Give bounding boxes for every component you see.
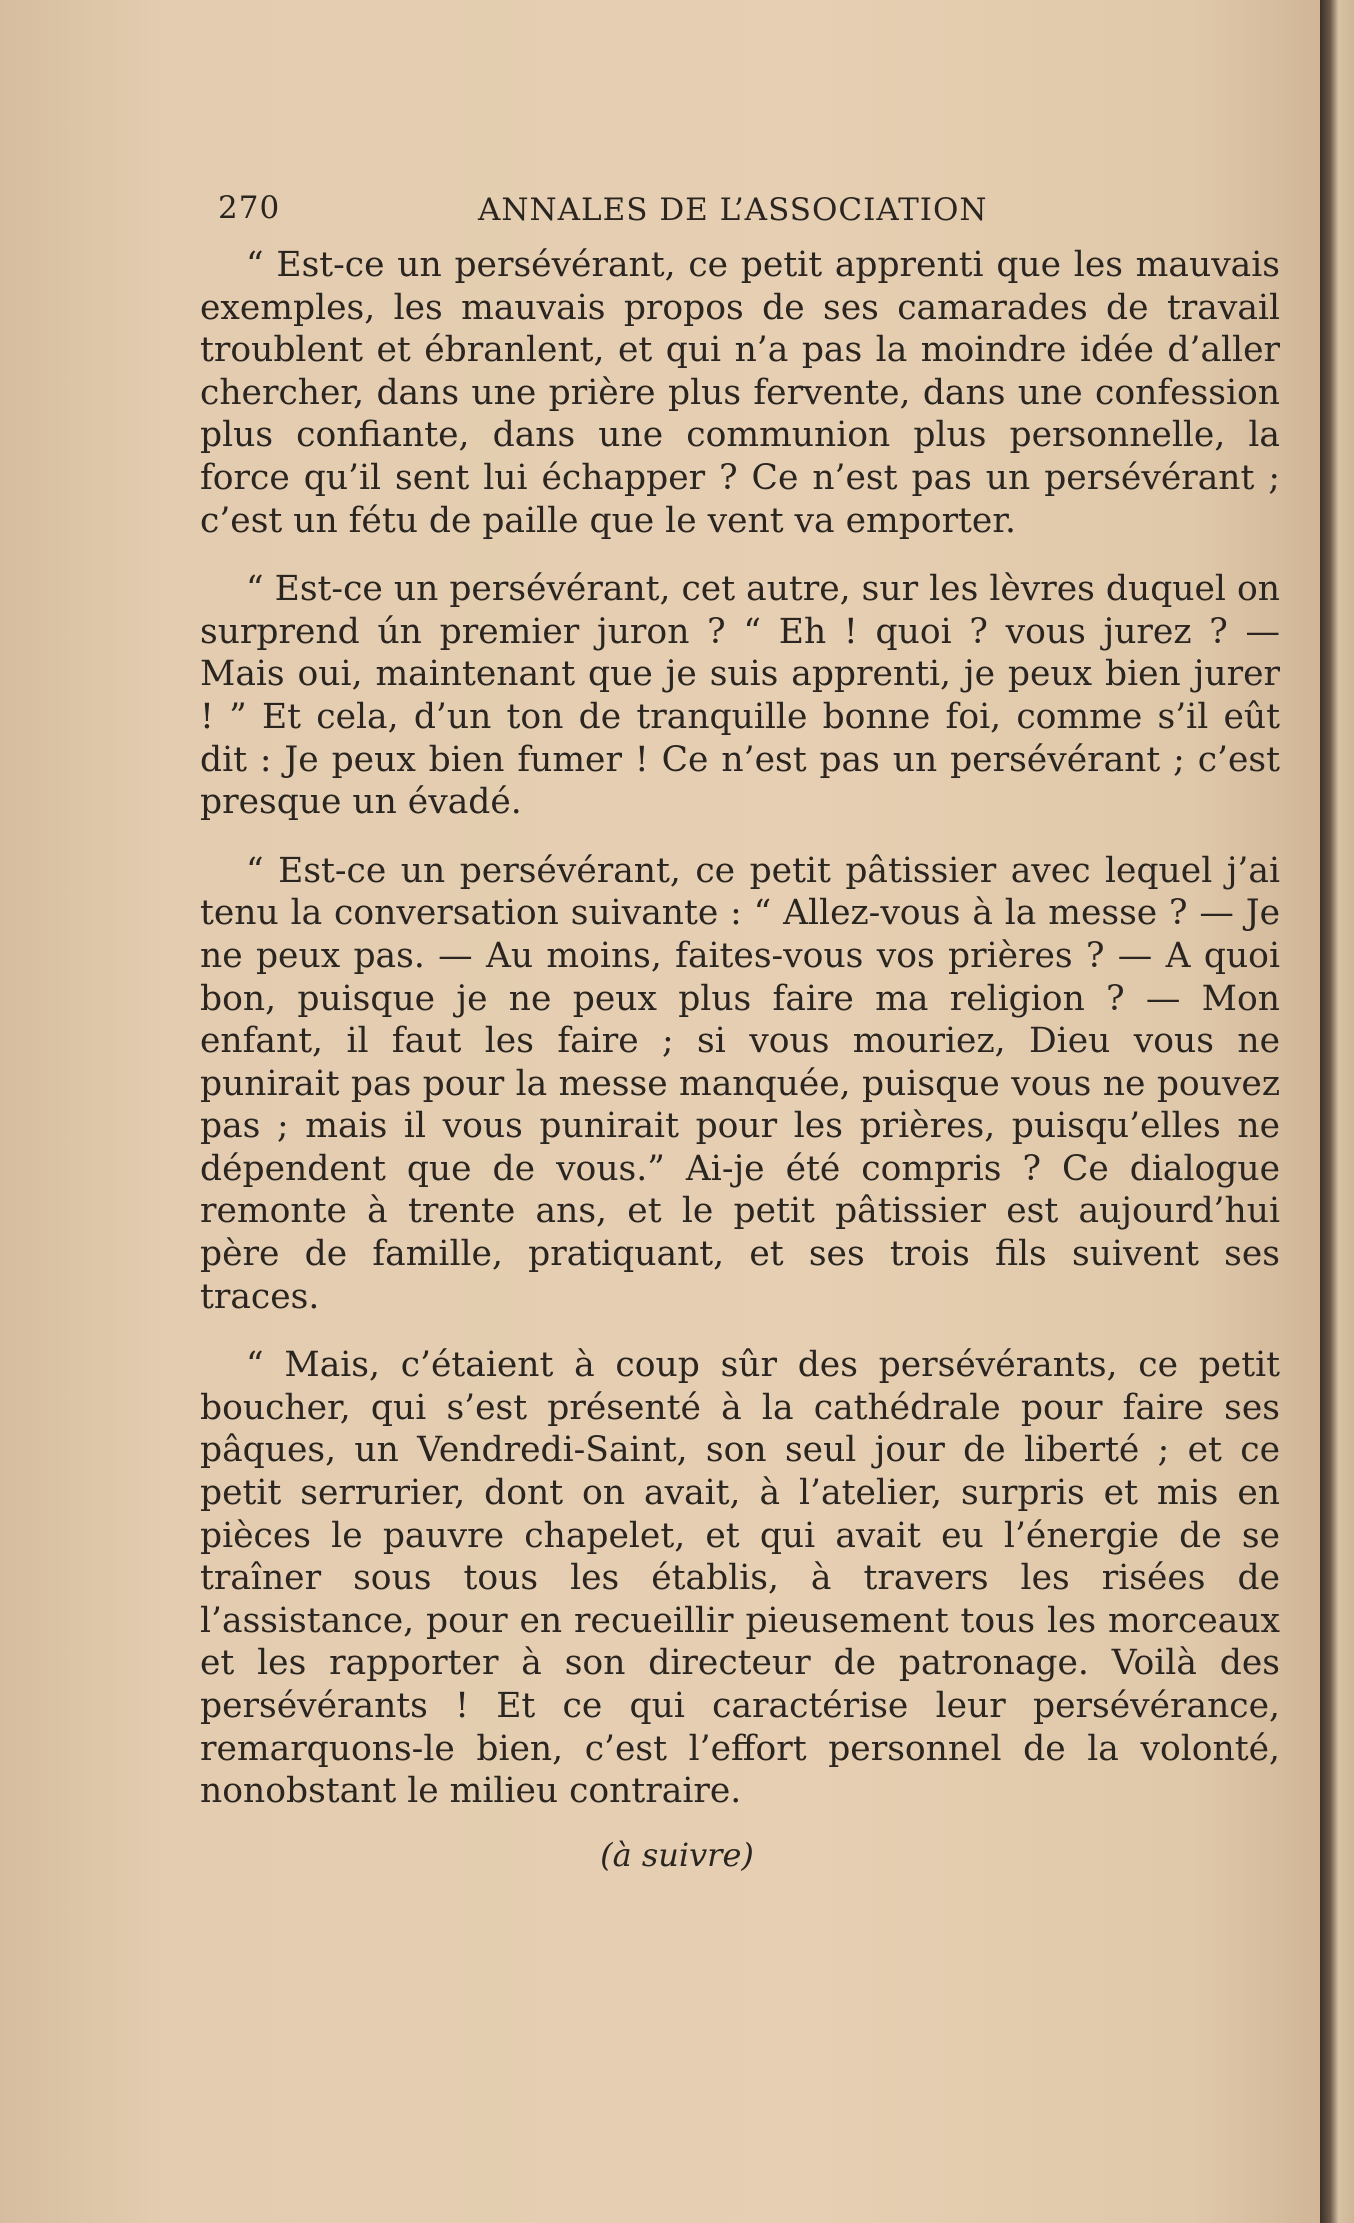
text-block xyxy=(200,182,1280,1839)
continued-label: (à suivre) xyxy=(600,1836,754,1874)
paragraph-juron: “ Est-ce un persévérant, cet autre, sur les lèvres duquel on surprend ún premier juron ? “ Eh ! quoi ? vous jurez ? — Mais oui, maintenant que je suis apprenti, je peux bien jurer ! ” Et cela, d’un ton de tranquille bonne foi, comme s’il eût dit : Je peux bien fumer ! Ce n’est pas un persévérant ; c’est presque un évadé. xyxy=(200,569,1280,823)
paragraph-apprenti: “ Est-ce un persévérant, ce petit apprenti que les mauvais exemples, les mauvais propos de ses camarades de travail troublent et ébranlent, et qui n’a pas la moindre idée d’aller chercher, dans une prière plus fervente, dans une confession plus confiante, dans une communion plus personnelle, la force qu’il sent lui échapper ? Ce n’est pas un persévérant ; c’est un fétu de paille que le vent va emporter. xyxy=(200,245,1280,541)
running-title: ANNALES DE L’ASSOCIATION xyxy=(478,192,988,228)
page-number: 270 xyxy=(218,190,281,226)
paragraph-patissier: “ Est-ce un persévérant, ce petit pâtissier avec lequel j’ai tenu la conversation suivante : “ Allez-vous à la messe ? — Je ne peux pas. — Au moins, faites-vous vos prières ? — A quoi bon, puisque je ne peux plus faire ma religion ? — Mon enfant, il faut les faire ; si vous mouriez, Dieu vous ne punirait pas pour la messe manquée, puisque vous ne pouvez pas ; mais il vous punirait pour les prières, puisqu’elles ne dépendent que de vous.” Ai-je été compris ? Ce dialogue remonte à trente ans, et le petit pâtissier est aujourd’hui père de famille, pratiquant, et ses trois fils suivent ses traces. xyxy=(200,850,1280,1317)
paragraph-boucher-serrurier: “ Mais, c’étaient à coup sûr des persévérants, ce petit boucher, qui s’est présenté à la cathédrale pour faire ses pâques, un Vendredi-Saint, son seul jour de liberté ; et ce petit serrurier, dont on avait, à l’atelier, surpris et mis en pièces le pauvre chapelet, et qui avait eu l’énergie de se traîner sous tous les établis, à travers les risées de l’assistance, pour en recueillir pieusement tous les morceaux et les rapporter à son directeur de patronage. Voilà des persévérants ! Et ce qui caractérise leur persévérance, remarquons-le bien, c’est l’effort personnel de la volonté, nonobstant le milieu contraire. xyxy=(200,1345,1280,1812)
page-header xyxy=(200,182,1280,244)
next-page-edge xyxy=(1320,0,1354,2223)
